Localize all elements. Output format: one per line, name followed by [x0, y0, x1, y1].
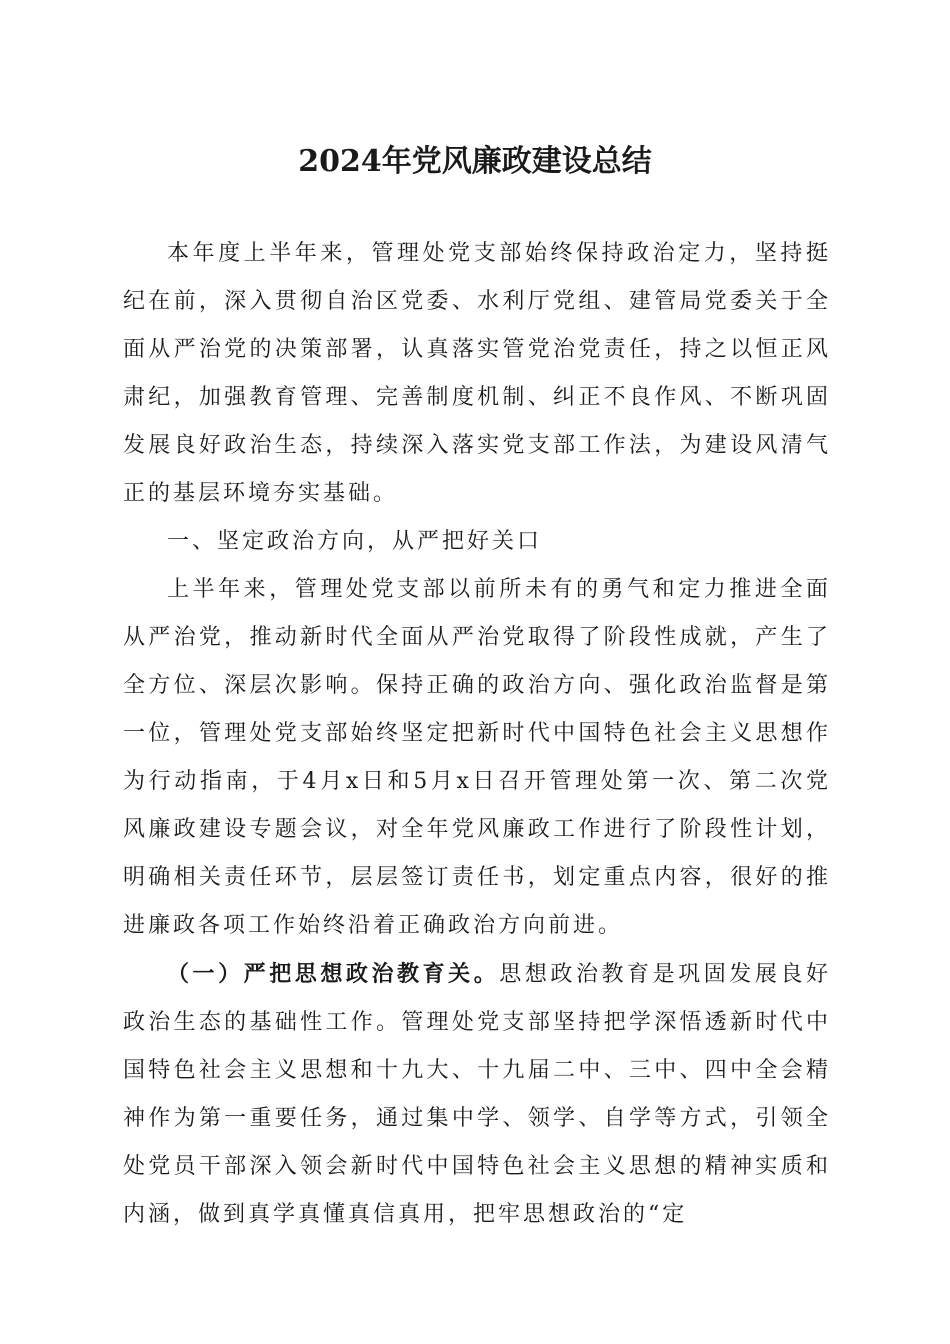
- section-heading: 一、坚定政治方向，从严把好关口: [167, 529, 543, 554]
- section-paragraph: 上半年来，管理处党支部以前所未有的勇气和定力推进全面从严治党，推动新时代全面从严治党取得了阶段性成就，产生了全方位、深层次影响。保持正确的政治方向、强化政治监督是第一位，管理处党支部始终坚定把新时代中国特色社会主义思想作为行动指南，于4月x日和5月x日召开管理处第一次、第二次党风廉政建设专题会议，对全年党风廉政工作进行了阶段性计划，明确相关责任环节，层层签订责任书，划定重点内容，很好的推进廉政各项工作始终沿着正确政治方向前进。: [123, 577, 831, 938]
- intro-paragraph: 本年度上半年来，管理处党支部始终保持政治定力，坚持挺纪在前，深入贯彻自治区党委、水利厅党组、建管局党委关于全面从严治党的决策部署，认真落实管党治党责任，持之以恒正风肃纪，加强教育管理、完善制度机制、纠正不良作风、不断巩固发展良好政治生态，持续深入落实党支部工作法，为建设风清气正的基层环境夯实基础。: [123, 241, 831, 506]
- page-title: 2024年党风廉政建设总结: [298, 144, 652, 179]
- subsection-lead: （一）严把思想政治教育关。: [167, 961, 500, 987]
- subsection-paragraph: [123, 950, 831, 1239]
- document-body: [123, 230, 831, 1239]
- subsection-text: 思想政治教育是巩固发展良好政治生态的基础性工作。管理处党支部坚持把学深悟透新时代中国特色社会主义思想和十九大、十九届二中、三中、四中全会精神作为第一重要任务，通过集中学、领学、自学等方式，引领全处党员干部深入领会新时代中国特色社会主义思想的精神实质和内涵，做到真学真懂真信真用，把牢思想政治的“定: [123, 962, 831, 1227]
